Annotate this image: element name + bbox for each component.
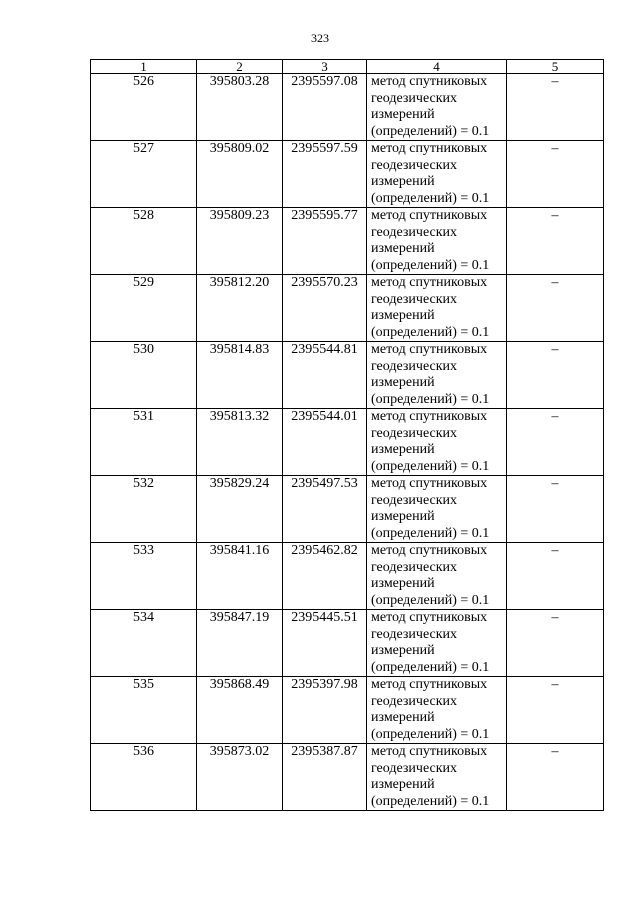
table-row [91,677,604,744]
point-number-cell: 529 [91,275,197,342]
point-number-cell: 528 [91,208,197,275]
table-header [91,60,604,74]
method-cell: метод спутниковых геодезических измерений (определений) = 0.1 [367,610,507,677]
table-row [91,476,604,543]
point-number-cell: 532 [91,476,197,543]
note-cell: – [507,409,604,476]
coordinates-table [90,59,604,811]
method-cell: метод спутниковых геодезических измерений (определений) = 0.1 [367,208,507,275]
note-cell: – [507,543,604,610]
header-row [91,60,604,74]
x-coordinate-cell: 395809.23 [197,208,283,275]
x-coordinate-cell: 395873.02 [197,744,283,811]
x-coordinate-cell: 395812.20 [197,275,283,342]
note-cell: – [507,275,604,342]
method-cell: метод спутниковых геодезических измерений (определений) = 0.1 [367,744,507,811]
note-cell: – [507,141,604,208]
page-number: 323 [311,31,329,45]
note-cell: – [507,476,604,543]
method-cell: метод спутниковых геодезических измерений (определений) = 0.1 [367,476,507,543]
table-row [91,74,604,141]
y-coordinate-cell: 2395397.98 [283,677,367,744]
method-cell: метод спутниковых геодезических измерений (определений) = 0.1 [367,543,507,610]
x-coordinate-cell: 395814.83 [197,342,283,409]
y-coordinate-cell: 2395387.87 [283,744,367,811]
point-number-cell: 533 [91,543,197,610]
point-number-cell: 534 [91,610,197,677]
table-row [91,275,604,342]
note-cell: – [507,208,604,275]
y-coordinate-cell: 2395597.08 [283,74,367,141]
y-coordinate-cell: 2395445.51 [283,610,367,677]
x-coordinate-cell: 395813.32 [197,409,283,476]
x-coordinate-cell: 395847.19 [197,610,283,677]
method-cell: метод спутниковых геодезических измерений (определений) = 0.1 [367,275,507,342]
x-coordinate-cell: 395841.16 [197,543,283,610]
point-number-cell: 526 [91,74,197,141]
y-coordinate-cell: 2395597.59 [283,141,367,208]
y-coordinate-cell: 2395497.53 [283,476,367,543]
table-row [91,141,604,208]
y-coordinate-cell: 2395570.23 [283,275,367,342]
header-col-4: 4 [367,60,507,74]
note-cell: – [507,610,604,677]
method-cell: метод спутниковых геодезических измерений (определений) = 0.1 [367,409,507,476]
x-coordinate-cell: 395803.28 [197,74,283,141]
method-cell: метод спутниковых геодезических измерений (определений) = 0.1 [367,342,507,409]
point-number-cell: 536 [91,744,197,811]
x-coordinate-cell: 395868.49 [197,677,283,744]
table-row [91,610,604,677]
note-cell: – [507,74,604,141]
point-number-cell: 535 [91,677,197,744]
table-row [91,744,604,811]
header-col-3: 3 [283,60,367,74]
table-row [91,208,604,275]
table-body [91,74,604,811]
method-cell: метод спутниковых геодезических измерений (определений) = 0.1 [367,141,507,208]
method-cell: метод спутниковых геодезических измерений (определений) = 0.1 [367,677,507,744]
note-cell: – [507,342,604,409]
y-coordinate-cell: 2395544.01 [283,409,367,476]
table-row [91,409,604,476]
x-coordinate-cell: 395829.24 [197,476,283,543]
method-cell: метод спутниковых геодезических измерений (определений) = 0.1 [367,74,507,141]
note-cell: – [507,677,604,744]
header-col-2: 2 [197,60,283,74]
y-coordinate-cell: 2395595.77 [283,208,367,275]
point-number-cell: 527 [91,141,197,208]
note-cell: – [507,744,604,811]
y-coordinate-cell: 2395462.82 [283,543,367,610]
x-coordinate-cell: 395809.02 [197,141,283,208]
header-col-5: 5 [507,60,604,74]
y-coordinate-cell: 2395544.81 [283,342,367,409]
point-number-cell: 531 [91,409,197,476]
point-number-cell: 530 [91,342,197,409]
table-row [91,543,604,610]
table-row [91,342,604,409]
header-col-1: 1 [91,60,197,74]
